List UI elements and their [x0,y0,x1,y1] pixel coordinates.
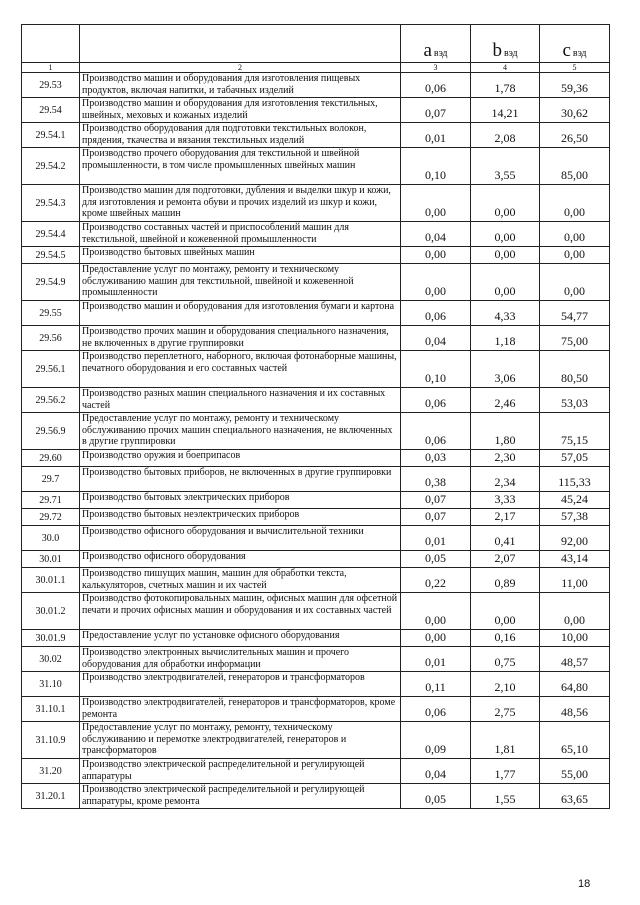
row-a-value: 0,22 [401,568,471,593]
row-c-value: 115,33 [540,467,610,492]
row-code: 30.01.2 [22,593,80,630]
row-code: 31.20.1 [22,784,80,809]
row-code: 29.55 [22,301,80,326]
row-a-value: 0,10 [401,351,471,388]
row-a-value: 0,01 [401,526,471,551]
row-name: Производство составных частей и приспособлений машин для текстильной, швейной и кожевенной промышленности [80,222,401,247]
row-code: 29.56.9 [22,413,80,450]
row-b-value: 1,78 [471,73,540,98]
row-code: 31.10.9 [22,722,80,759]
column-number: 3 [401,63,471,73]
row-a-value: 0,00 [401,630,471,647]
row-a-value: 0,06 [401,301,471,326]
row-b-value: 3,33 [471,492,540,509]
row-c-value: 10,00 [540,630,610,647]
row-code: 30.02 [22,647,80,672]
row-c-value: 0,00 [540,247,610,264]
table-row [22,301,610,326]
table-row [22,185,610,222]
row-c-value: 0,00 [540,593,610,630]
row-b-value: 3,06 [471,351,540,388]
header-col1 [22,25,80,63]
row-code: 31.10.1 [22,697,80,722]
row-b-value: 2,46 [471,388,540,413]
row-code: 29.56.1 [22,351,80,388]
row-a-value: 0,01 [401,647,471,672]
row-a-value: 0,10 [401,148,471,185]
row-b-value: 2,30 [471,450,540,467]
page-number: 18 [578,878,591,890]
row-name: Производство бытовых швейных машин [80,247,401,264]
table-row [22,98,610,123]
row-c-value: 59,36 [540,73,610,98]
header-col3: a вэд [401,25,471,63]
row-a-value: 0,06 [401,413,471,450]
table-row [22,568,610,593]
table-row [22,647,610,672]
row-name: Производство пишущих машин, машин для обработки текста, калькуляторов, счетных машин и их частей [80,568,401,593]
row-code: 29.56 [22,326,80,351]
column-number: 2 [80,63,401,73]
table-row [22,73,610,98]
row-name: Производство прочих машин и оборудования специального назначения, не включенных в другие группировки [80,326,401,351]
header-col5: c вэд [540,25,610,63]
row-b-value: 2,08 [471,123,540,148]
row-a-value: 0,03 [401,450,471,467]
row-name: Производство бытовых неэлектрических приборов [80,509,401,526]
row-c-value: 57,05 [540,450,610,467]
row-name: Предоставление услуг по установке офисного оборудования [80,630,401,647]
row-a-value: 0,00 [401,264,471,301]
row-name: Производство электронных вычислительных машин и прочего оборудования для обработки информации [80,647,401,672]
row-c-value: 0,00 [540,185,610,222]
row-a-value: 0,00 [401,185,471,222]
row-code: 31.10 [22,672,80,697]
row-code: 30.01 [22,551,80,568]
header-col4: b вэд [471,25,540,63]
row-code: 30.01.9 [22,630,80,647]
row-c-value: 53,03 [540,388,610,413]
row-c-value: 75,00 [540,326,610,351]
column-number-row [22,63,610,73]
row-b-value: 0,00 [471,222,540,247]
row-b-value: 3,55 [471,148,540,185]
table-row [22,593,610,630]
row-b-value: 0,16 [471,630,540,647]
table-row [22,672,610,697]
row-code: 29.60 [22,450,80,467]
row-c-value: 48,56 [540,697,610,722]
row-c-value: 30,62 [540,98,610,123]
row-code: 31.20 [22,759,80,784]
row-c-value: 0,00 [540,264,610,301]
row-a-value: 0,00 [401,247,471,264]
row-b-value: 0,00 [471,593,540,630]
table-row [22,759,610,784]
table-row [22,148,610,185]
row-code: 29.72 [22,509,80,526]
row-name: Производство машин и оборудования для изготовления пищевых продуктов, включая напитки, и табачных изделий [80,73,401,98]
row-c-value: 75,15 [540,413,610,450]
row-name: Производство электродвигателей, генераторов и трансформаторов, кроме ремонта [80,697,401,722]
row-code: 29.7 [22,467,80,492]
table-row [22,413,610,450]
table-row [22,326,610,351]
row-code: 29.54 [22,98,80,123]
row-c-value: 85,00 [540,148,610,185]
row-b-value: 2,75 [471,697,540,722]
row-c-value: 65,10 [540,722,610,759]
table-row [22,123,610,148]
row-a-value: 0,38 [401,467,471,492]
row-code: 29.54.1 [22,123,80,148]
row-a-value: 0,11 [401,672,471,697]
table-row [22,784,610,809]
row-b-value: 0,00 [471,264,540,301]
row-a-value: 0,09 [401,722,471,759]
row-c-value: 57,38 [540,509,610,526]
row-b-value: 0,41 [471,526,540,551]
row-name: Производство оружия и боеприпасов [80,450,401,467]
row-code: 29.54.3 [22,185,80,222]
row-code: 29.56.2 [22,388,80,413]
row-b-value: 1,55 [471,784,540,809]
table-row [22,388,610,413]
row-code: 29.53 [22,73,80,98]
row-c-value: 48,57 [540,647,610,672]
row-name: Производство разных машин специального назначения и их составных частей [80,388,401,413]
table-body [22,73,610,809]
row-name: Производство электрической распределительной и регулирующей аппаратуры, кроме ремонта [80,784,401,809]
row-name: Предоставление услуг по монтажу, ремонту и техническому обслуживанию машин для текстильной, швейной и кожевенной промышленности [80,264,401,301]
row-c-value: 64,80 [540,672,610,697]
header-row [22,25,610,63]
row-name: Производство оборудования для подготовки текстильных волокон, прядения, ткачества и вязания текстильных изделий [80,123,401,148]
row-b-value: 0,89 [471,568,540,593]
row-c-value: 63,65 [540,784,610,809]
row-name: Предоставление услуг по монтажу, ремонту и техническому обслуживанию прочих машин специального назначения, не включенных в другие группировки [80,413,401,450]
row-b-value: 2,17 [471,509,540,526]
row-code: 30.01.1 [22,568,80,593]
row-b-value: 0,00 [471,185,540,222]
row-name: Производство машин и оборудования для изготовления текстильных, швейных, меховых и кожаных изделий [80,98,401,123]
row-b-value: 1,81 [471,722,540,759]
row-a-value: 0,00 [401,593,471,630]
table-row [22,450,610,467]
column-number: 1 [22,63,80,73]
row-name: Производство офисного оборудования и вычислительной техники [80,526,401,551]
row-c-value: 54,77 [540,301,610,326]
row-c-value: 11,00 [540,568,610,593]
table-row [22,722,610,759]
row-name: Производство бытовых электрических приборов [80,492,401,509]
row-a-value: 0,01 [401,123,471,148]
row-name: Предоставление услуг по монтажу, ремонту, техническому обслуживанию и перемотке электродвигателей, генераторов и трансформаторов [80,722,401,759]
column-number: 5 [540,63,610,73]
row-name: Производство прочего оборудования для текстильной и швейной промышленности, в том числе промышленных швейных машин [80,148,401,185]
row-c-value: 92,00 [540,526,610,551]
row-a-value: 0,04 [401,222,471,247]
row-name: Производство электродвигателей, генераторов и трансформаторов [80,672,401,697]
row-code: 29.54.4 [22,222,80,247]
row-c-value: 55,00 [540,759,610,784]
table-row [22,509,610,526]
row-b-value: 14,21 [471,98,540,123]
row-a-value: 0,06 [401,697,471,722]
table-row [22,697,610,722]
table-row [22,467,610,492]
row-a-value: 0,04 [401,326,471,351]
column-number: 4 [471,63,540,73]
row-name: Производство машин и оборудования для изготовления бумаги и картона [80,301,401,326]
table-row [22,264,610,301]
table-row [22,351,610,388]
row-a-value: 0,07 [401,492,471,509]
row-code: 29.54.2 [22,148,80,185]
row-code: 29.71 [22,492,80,509]
row-b-value: 1,80 [471,413,540,450]
row-b-value: 1,18 [471,326,540,351]
row-b-value: 2,07 [471,551,540,568]
table-row [22,630,610,647]
table-row [22,222,610,247]
table-row [22,492,610,509]
row-a-value: 0,06 [401,73,471,98]
table-row [22,526,610,551]
row-code: 29.54.5 [22,247,80,264]
row-b-value: 0,00 [471,247,540,264]
row-a-value: 0,05 [401,784,471,809]
row-a-value: 0,06 [401,388,471,413]
row-name: Производство бытовых приборов, не включенных в другие группировки [80,467,401,492]
row-c-value: 43,14 [540,551,610,568]
row-b-value: 2,10 [471,672,540,697]
row-c-value: 45,24 [540,492,610,509]
table-row [22,551,610,568]
row-c-value: 26,50 [540,123,610,148]
row-c-value: 0,00 [540,222,610,247]
data-table [21,24,610,809]
row-a-value: 0,07 [401,98,471,123]
header-col2 [80,25,401,63]
row-name: Производство переплетного, наборного, включая фотонаборные машины, печатного оборудования и его составных частей [80,351,401,388]
row-b-value: 0,75 [471,647,540,672]
row-a-value: 0,05 [401,551,471,568]
row-b-value: 4,33 [471,301,540,326]
row-code: 30.0 [22,526,80,551]
row-b-value: 2,34 [471,467,540,492]
row-code: 29.54.9 [22,264,80,301]
table-row [22,247,610,264]
row-c-value: 80,50 [540,351,610,388]
row-name: Производство офисного оборудования [80,551,401,568]
row-name: Производство машин для подготовки, дубления и выделки шкур и кожи, для изготовления и ремонта обуви и прочих изделий из шкур и кожи, кроме швейных машин [80,185,401,222]
row-a-value: 0,07 [401,509,471,526]
row-name: Производство электрической распределительной и регулирующей аппаратуры [80,759,401,784]
row-a-value: 0,04 [401,759,471,784]
row-name: Производство фотокопировальных машин, офисных машин для офсетной печати и прочих офисных машин и оборудования и их составных частей [80,593,401,630]
row-b-value: 1,77 [471,759,540,784]
